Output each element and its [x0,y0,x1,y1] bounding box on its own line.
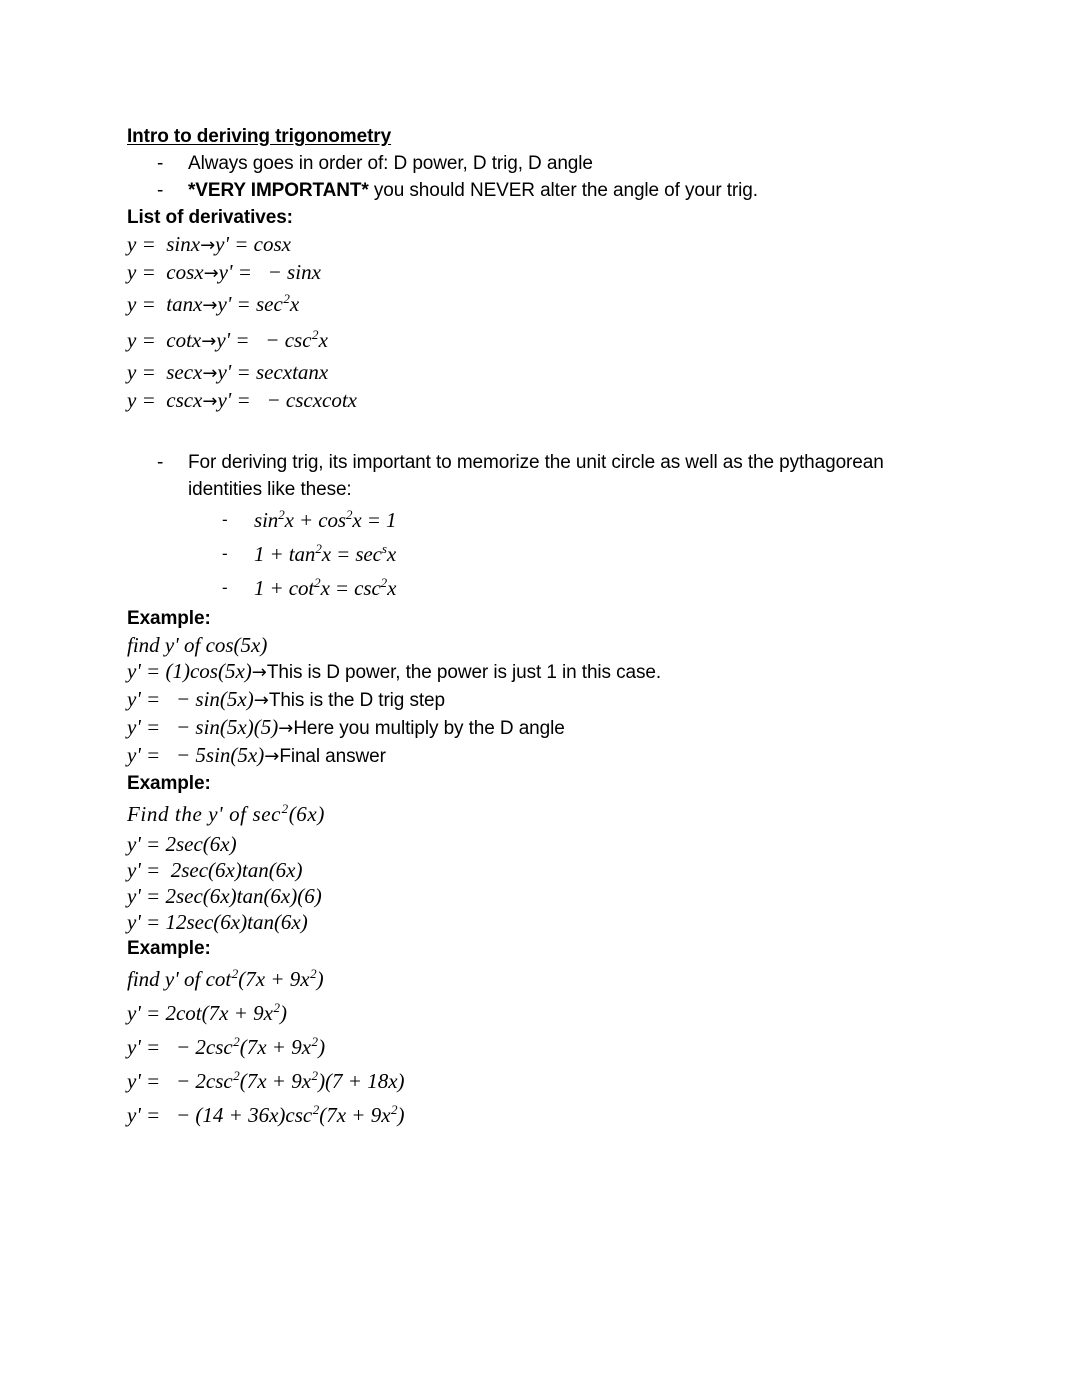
example-prompt-text: Find the y' of [127,802,253,826]
example-prompt-exponent: 2 [281,800,289,816]
derivative-rhs: y' = cosx [215,232,291,256]
example-step [127,1064,937,1098]
derivative-rule [127,323,937,359]
identity-part: x [387,576,397,600]
step-expression: y' = − sin(5x)(5) [127,715,279,739]
step-expression-mid: (7x + 9x [239,1069,312,1093]
step-expression: y' = − 2csc [127,1069,233,1093]
example-step [127,1098,937,1132]
identity-part: x = sec [321,542,382,566]
list-item-text: you should NEVER alter the angle of your trig. [368,180,758,201]
derivative-rule [127,231,937,259]
bullet-dash-icon: - [222,544,228,563]
step-exponent: 2 [391,1101,398,1117]
step-expression-post: ) [397,1103,405,1127]
example-prompt-arg: (6x) [288,802,325,826]
derivative-variable: x [318,328,328,352]
step-expression: y' = 2cot(7x + 9x [127,1001,273,1025]
bullet-dash-icon: - [157,452,164,473]
step-exponent: 2 [233,1033,240,1049]
derivative-base: csc [284,328,312,352]
identity-part: 1 + cot [254,576,315,600]
example-step [127,714,937,742]
example-step [127,742,937,770]
spacer [127,415,937,449]
arrow-icon: → [202,295,218,316]
list-item [127,571,937,605]
step-exponent: 2 [312,1101,320,1117]
section-heading-derivatives: List of derivatives: [127,207,293,228]
derivative-rhs: y' = − cscxcotx [217,388,357,412]
example-step [127,909,937,935]
example-prompt-base: cot [205,967,232,991]
list-item-label [188,177,937,204]
derivative-variable: x [289,292,300,316]
step-exponent: 2 [233,1067,240,1083]
bullet-dash-icon: - [157,153,164,174]
identity-formula [254,503,937,537]
bullet-dash-icon: - [222,510,228,529]
step-exponent: 2 [311,1033,319,1049]
example-step [127,658,937,686]
step-note: This is D power, the power is just 1 in this case. [266,662,662,683]
identity-exponent: 2 [345,506,353,522]
arrow-icon: → [203,263,219,284]
identity-part: 1 + tan [254,542,316,566]
identity-exponent: s [381,540,387,556]
step-expression: y' = 12sec(6x)tan(6x) [127,910,308,934]
arrow-icon: → [201,331,217,352]
derivative-exponent: 2 [283,290,290,306]
example-heading: Example: [127,608,211,629]
arrow-icon: → [200,235,216,256]
step-exponent: 2 [311,1067,319,1083]
example-prompt-exponent: 2 [231,965,239,981]
example-prompt-text: find y' of [127,967,206,991]
derivative-lhs: y = cotx [127,328,202,352]
step-note: This is the D trig step [268,690,445,711]
identity-formula [254,537,937,571]
identity-part: x [386,542,397,566]
step-note: Here you multiply by the D angle [293,718,565,739]
emphasis-text: *VERY IMPORTANT* [188,180,369,201]
derivative-lhs: y = cscx [127,388,203,412]
example-prompt [127,797,937,831]
identity-exponent: 2 [278,506,285,522]
example-prompt [127,632,937,658]
step-exponent: 2 [273,999,280,1015]
derivative-rhs: y' = [217,292,256,316]
example-step [127,686,937,714]
arrow-icon: → [251,662,267,683]
derivative-rule [127,387,937,415]
step-expression-post: )(7 + 18x) [318,1069,405,1093]
identity-part: x = csc [320,576,381,600]
step-expression: y' = − (14 + 36x)csc [127,1103,313,1127]
arrow-icon: → [264,746,280,767]
step-expression: y' = 2sec(6x) [127,832,237,856]
step-expression: y' = 2sec(6x)tan(6x) [127,858,303,882]
derivative-rhs: y' = − sinx [218,260,321,284]
identity-part: x = 1 [352,508,397,532]
arrow-icon: → [278,718,294,739]
identity-part: sin [254,508,279,532]
document-content [127,124,937,1132]
list-item [127,503,937,537]
derivative-lhs: y = secx [127,360,203,384]
list-item-label: Always goes in order of: D power, D trig, D angle [188,153,593,174]
example-prompt [127,962,937,996]
example-step [127,1030,937,1064]
list-item [127,449,937,503]
example-step [127,831,937,857]
example-step [127,857,937,883]
step-expression-mid: ) [279,1001,287,1025]
step-expression: y' = (1)cos(5x) [127,659,252,683]
arrow-icon: → [253,690,269,711]
derivative-exponent: 2 [312,326,319,342]
derivative-rhs: y' = − [216,328,285,352]
identity-part: x + cos [284,508,346,532]
derivative-lhs: y = sinx [127,232,201,256]
example-prompt-arg: (7x + 9x [238,967,310,991]
step-expression-post: ) [318,1035,326,1059]
step-expression-mid: (7x + 9x [319,1103,391,1127]
derivative-rule [127,287,937,323]
step-expression: y' = − 5sin(5x) [127,743,265,767]
example-heading: Example: [127,938,211,959]
example-prompt-text: find y' of cos(5x) [127,633,268,657]
step-expression: y' = − sin(5x) [127,687,254,711]
page-title: Intro to deriving trigonometry [127,126,392,147]
derivative-lhs: y = tanx [127,292,203,316]
identity-exponent: 2 [380,574,388,590]
example-heading: Example: [127,773,211,794]
list-item [127,177,937,204]
step-note: Final answer [279,746,386,767]
bullet-dash-icon: - [222,578,228,597]
derivative-rhs: y' = secxtanx [217,360,329,384]
arrow-icon: → [202,391,218,412]
step-expression: y' = − 2csc [127,1035,233,1059]
bullet-dash-icon: - [157,180,164,201]
derivative-rule [127,259,937,287]
step-expression-mid: (7x + 9x [239,1035,312,1059]
list-item [127,537,937,571]
identity-exponent: 2 [314,574,321,590]
arrow-icon: → [202,363,218,384]
example-prompt-tail: ) [316,967,324,991]
identity-formula [254,571,937,605]
derivative-lhs: y = cosx [127,260,204,284]
example-step [127,883,937,909]
example-step [127,996,937,1030]
list-item [127,150,937,177]
step-expression: y' = 2sec(6x)tan(6x)(6) [127,884,322,908]
derivative-base: sec [255,292,283,316]
identity-exponent: 2 [315,540,322,556]
example-prompt-exponent: 2 [310,965,317,981]
example-prompt-base: sec [252,802,282,826]
list-item-label: For deriving trig, its important to memorize the unit circle as well as the pythagorean identities like these: [188,452,884,500]
derivative-rule [127,359,937,387]
